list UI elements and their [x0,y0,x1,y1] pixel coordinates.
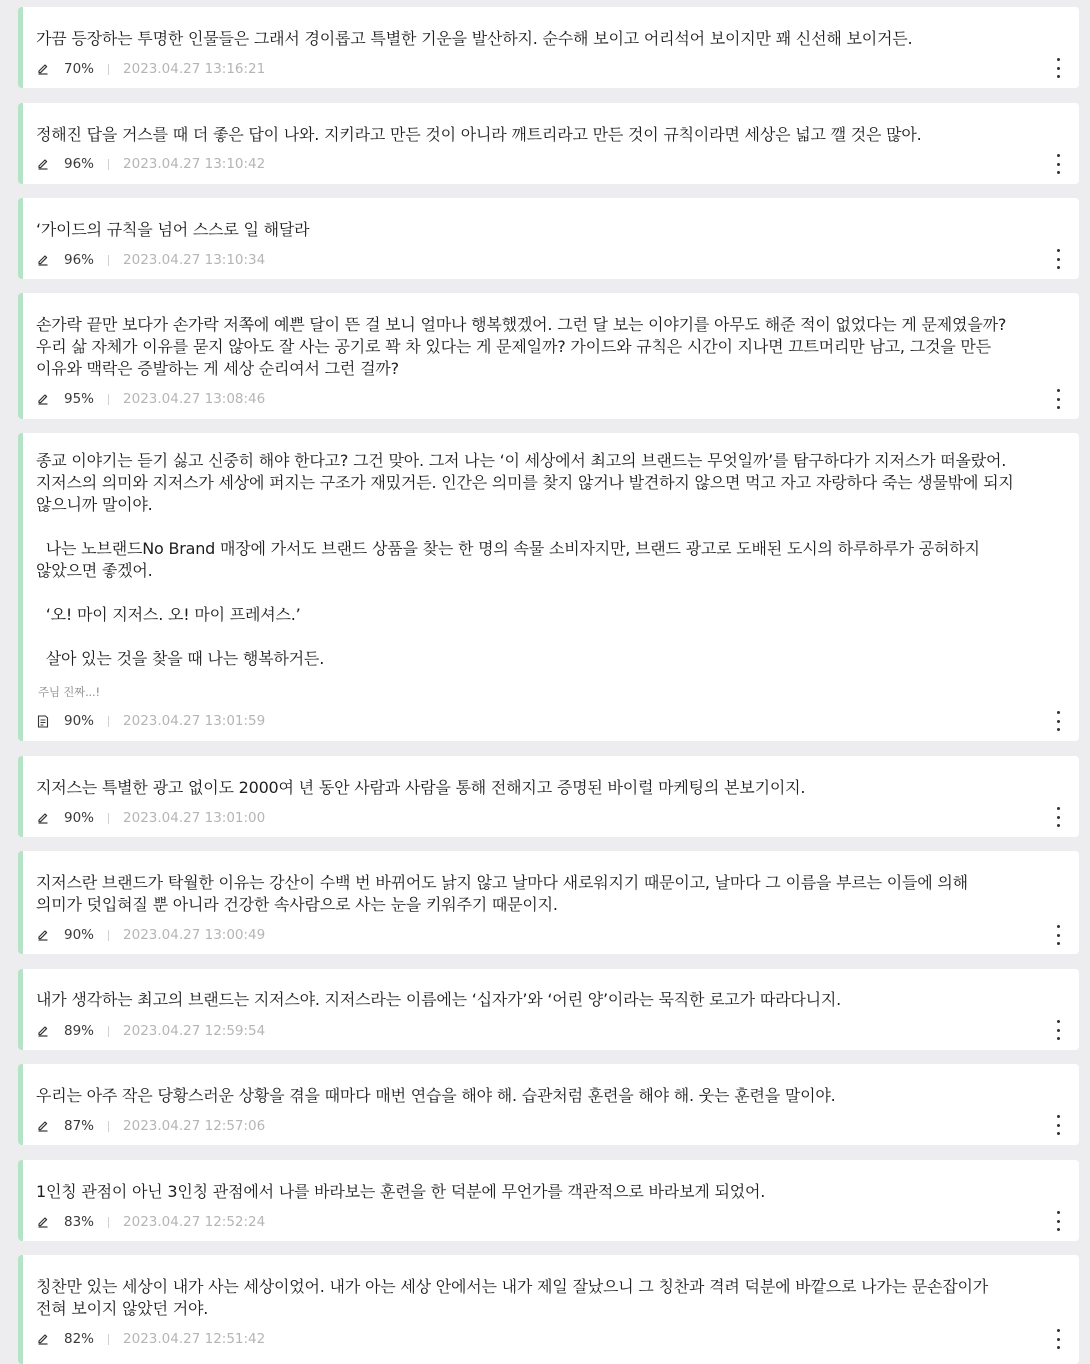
more-dot [1057,258,1060,261]
highlight-paragraph: 가끔 등장하는 투명한 인물들은 그래서 경이롭고 특별한 기운을 발산하지. 순수해 보이고 어리석어 보이지만 꽤 신선해 보이거든. [36,29,913,48]
meta-divider [108,159,109,170]
more-dot [1057,1124,1060,1127]
more-dot [1057,816,1060,819]
more-options-icon[interactable] [1051,925,1065,945]
highlight-paragraph: 손가락 끝만 보다가 손가락 저쪽에 예쁜 달이 뜬 걸 보니 얼마나 행복했겠어. 그런 달 보는 이야기를 아무도 해준 적이 없었다는 게 문제였을까? 우리 삶 자체가 이유를 묻지 않아도 잘 사는 공기로 꽉 차 있다는 게 문제일까? 가이드와 규칙은 시간이 지나면 끄트머리만 남고, 그것을 만든 이유와 맥락은 증발하는 게 세상 순리여서 그런 걸까? [36,315,1007,378]
highlight-card[interactable] [18,1255,1079,1364]
meta-divider [108,813,109,824]
highlight-meta [36,251,265,269]
more-dot [1057,934,1060,937]
highlight-text [36,1181,1051,1203]
more-options-icon[interactable] [1051,154,1065,174]
progress-percent: 90% [64,713,95,729]
highlight-meta [36,926,265,944]
meta-divider [108,255,109,266]
more-options-icon[interactable] [1051,807,1065,827]
highlight-paragraph: 칭찬만 있는 세상이 내가 사는 세상이었어. 내가 아는 세상 안에서는 내가 제일 잘났으니 그 칭찬과 격려 덕분에 바깥으로 나가는 문손잡이가 전혀 보이지 않았던 거야. [36,1277,989,1318]
timestamp: 2023.04.27 13:00:49 [123,927,266,943]
more-dot [1057,1329,1060,1332]
progress-percent: 82% [64,1331,95,1347]
timestamp: 2023.04.27 13:01:59 [123,713,266,729]
progress-percent: 90% [64,810,95,826]
more-dot [1057,389,1060,392]
more-dot [1057,154,1060,157]
pencil-icon [36,928,50,942]
highlight-meta [36,1022,265,1040]
highlight-text [36,124,1051,146]
highlight-card[interactable] [18,7,1079,88]
more-dot [1057,925,1060,928]
highlight-paragraph: ‘오! 마이 지저스. 오! 마이 프레셔스.’ [36,605,301,624]
highlight-card[interactable] [18,433,1079,741]
more-options-icon[interactable] [1051,249,1065,269]
pencil-icon [36,1332,50,1346]
more-dot [1057,942,1060,945]
highlight-card[interactable] [18,851,1079,954]
more-options-icon[interactable] [1051,1329,1065,1349]
more-dot [1057,67,1060,70]
highlight-card[interactable] [18,1160,1079,1241]
more-options-icon[interactable] [1051,1115,1065,1135]
highlight-paragraph: ‘가이드의 규칙을 넘어 스스로 일 해달라 [36,220,310,239]
pencil-icon [36,1215,50,1229]
highlight-text [36,314,1051,380]
highlight-meta [36,809,265,827]
more-dot [1057,1338,1060,1341]
progress-percent: 96% [64,252,95,268]
progress-percent: 95% [64,391,95,407]
more-dot [1057,1115,1060,1118]
highlight-meta [36,1330,265,1348]
highlight-card[interactable] [18,1064,1079,1145]
progress-percent: 70% [64,61,95,77]
timestamp: 2023.04.27 13:16:21 [123,61,266,77]
more-dot [1057,1029,1060,1032]
pencil-icon [36,392,50,406]
pencil-icon [36,1024,50,1038]
timestamp: 2023.04.27 12:52:24 [123,1214,266,1230]
more-dot [1057,75,1060,78]
more-dot [1057,728,1060,731]
more-dot [1057,1228,1060,1231]
more-dot [1057,266,1060,269]
highlight-meta [36,390,265,408]
timestamp: 2023.04.27 13:08:46 [123,391,266,407]
pencil-icon [36,1119,50,1133]
progress-percent: 87% [64,1118,95,1134]
highlight-meta [36,1213,265,1231]
more-dot [1057,249,1060,252]
progress-percent: 96% [64,156,95,172]
highlight-text [36,1276,1051,1320]
highlight-text [36,28,1051,50]
pencil-icon [36,253,50,267]
more-dot [1057,1037,1060,1040]
more-options-icon[interactable] [1051,58,1065,78]
meta-divider [108,394,109,405]
memo-icon [36,714,50,728]
highlight-meta [36,1117,265,1135]
memo-note: 주님 진짜...! [38,685,100,699]
timestamp: 2023.04.27 12:59:54 [123,1023,266,1039]
more-dot [1057,824,1060,827]
pencil-icon [36,811,50,825]
highlight-paragraph: 지저스는 특별한 광고 없이도 2000여 년 동안 사람과 사람을 통해 전해지고 증명된 바이럴 마케팅의 본보기이지. [36,778,806,797]
more-dot [1057,720,1060,723]
meta-divider [108,1026,109,1037]
more-dot [1057,398,1060,401]
highlight-meta [36,60,265,78]
more-options-icon[interactable] [1051,1211,1065,1231]
highlight-paragraph: 살아 있는 것을 찾을 때 나는 행복하거든. [36,649,325,668]
timestamp: 2023.04.27 12:51:42 [123,1331,266,1347]
meta-divider [108,1334,109,1345]
more-dot [1057,807,1060,810]
more-dot [1057,171,1060,174]
pencil-icon [36,62,50,76]
meta-divider [108,1121,109,1132]
timestamp: 2023.04.27 13:10:42 [123,156,266,172]
more-dot [1057,1220,1060,1223]
more-dot [1057,1211,1060,1214]
highlight-paragraph: 우리는 아주 작은 당황스러운 상황을 겪을 때마다 매번 연습을 해야 해. 습관처럼 훈련을 해야 해. 웃는 훈련을 말이야. [36,1086,836,1105]
highlight-card[interactable] [18,293,1079,419]
highlight-text [36,872,1051,916]
meta-divider [108,930,109,941]
more-dot [1057,1346,1060,1349]
progress-percent: 90% [64,927,95,943]
progress-percent: 83% [64,1214,95,1230]
timestamp: 2023.04.27 12:57:06 [123,1118,266,1134]
highlight-card[interactable] [18,756,1079,837]
more-dot [1057,1020,1060,1023]
highlight-text [36,777,1051,799]
highlight-paragraph: 나는 노브랜드No Brand 매장에 가서도 브랜드 상품을 찾는 한 명의 속물 소비자지만, 브랜드 광고로 도배된 도시의 하루하루가 공허하지 않았으면 좋겠어. [36,539,980,580]
more-options-icon[interactable] [1051,711,1065,731]
highlight-paragraph: 내가 생각하는 최고의 브랜드는 지저스야. 지저스라는 이름에는 ‘십자가’와 ‘어린 양’이라는 묵직한 로고가 따라다니지. [36,990,841,1009]
highlight-card[interactable] [18,969,1079,1050]
more-dot [1057,163,1060,166]
meta-divider [108,64,109,75]
highlight-text [36,219,1051,241]
more-dot [1057,58,1060,61]
more-dot [1057,711,1060,714]
highlight-paragraph: 지저스란 브랜드가 탁월한 이유는 강산이 수백 번 바뀌어도 낡지 않고 날마다 새로워지기 때문이고, 날마다 그 이름을 부르는 이들에 의해 의미가 덧입혀질 뿐 아니라 건강한 속사람으로 사는 눈을 키워주기 때문이지. [36,873,968,914]
highlight-paragraph: 정해진 답을 거스를 때 더 좋은 답이 나와. 지키라고 만든 것이 아니라 깨트리라고 만든 것이 규칙이라면 세상은 넓고 깰 것은 많아. [36,125,922,144]
progress-percent: 89% [64,1023,95,1039]
timestamp: 2023.04.27 13:10:34 [123,252,266,268]
highlight-meta [36,712,265,730]
meta-divider [108,716,109,727]
highlight-paragraph: 1인칭 관점이 아닌 3인칭 관점에서 나를 바라보는 훈련을 한 덕분에 무언가를 객관적으로 바라보게 되었어. [36,1182,766,1201]
highlight-meta [36,155,265,173]
more-options-icon[interactable] [1051,1020,1065,1040]
highlight-text [36,1085,1051,1107]
highlight-card[interactable] [18,198,1079,279]
highlight-card[interactable] [18,103,1079,184]
meta-divider [108,1217,109,1228]
pencil-icon [36,157,50,171]
more-options-icon[interactable] [1051,389,1065,409]
more-dot [1057,1132,1060,1135]
highlight-text [36,450,1051,700]
highlight-paragraph: 종교 이야기는 듣기 싫고 신중히 해야 한다고? 그건 맞아. 그저 나는 ‘이 세상에서 최고의 브랜드는 무엇일까’를 탐구하다가 지저스가 떠올랐어. 지저스의 의미와 지저스가 세상에 퍼지는 구조가 재밌거든. 인간은 의미를 찾지 않거나 발견하지 않으면 먹고 자고 자랑하다 죽는 생물밖에 되지 않으니까 말이야. [36,451,1014,514]
more-dot [1057,406,1060,409]
highlight-text [36,989,1051,1011]
timestamp: 2023.04.27 13:01:00 [123,810,266,826]
